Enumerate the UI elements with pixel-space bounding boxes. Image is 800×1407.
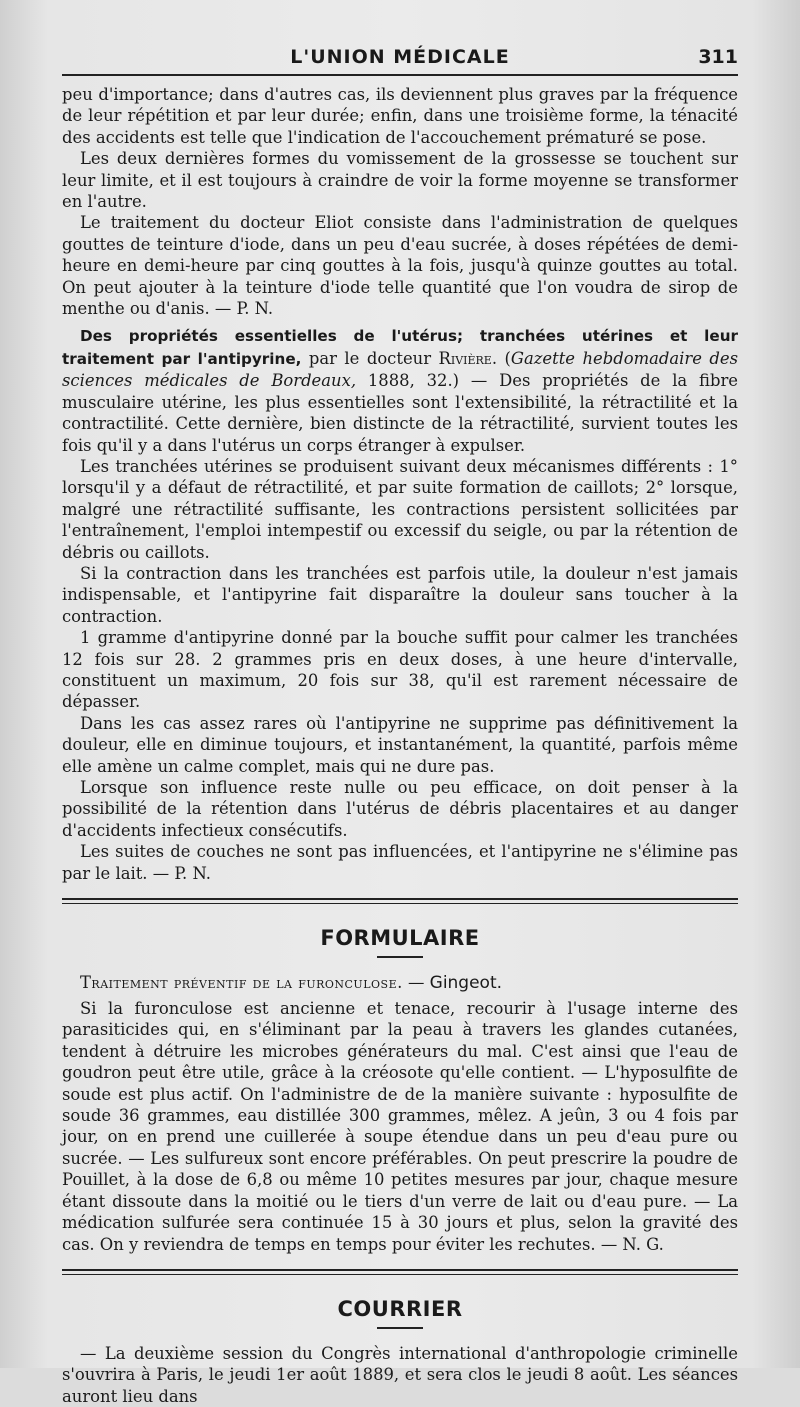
article-paragraph: Si la contraction dans les tranchées est parfois utile, la douleur n'est jamais indispensable, et l'antipyrine fait disparaître la douleur sans toucher à la contraction. — [62, 563, 738, 626]
article-ref-rest: 1888, 32.) — Des propriétés de la fibre musculaire utérine, les plus essentielles sont l'extensibilité, la rétractilité et la contractilité. Cette dernière, bien distincte de la rétractilité, survient toutes les fois qu'il y a dans l'utérus un corps étranger à expulser. — [62, 371, 738, 455]
courrier-heading: COURRIER — [337, 1296, 463, 1321]
article-paragraph: Les tranchées utérines se produisent suivant deux mécanismes différents : 1° lorsqu'il y a défaut de rétractilité, et par suite formation de caillots; 2° lorsque, malgré une rétractilité suffisante, les contractions persistent sollicitées par l'entraînement, l'emploi intempestif ou excessif du seigle, ou par la rétention de débris ou caillots. — [62, 456, 738, 562]
article-lead-paragraph — [62, 325, 738, 455]
recipe-author: Gingeot. — [429, 973, 503, 994]
intro-paragraph: Les deux dernières formes du vomissement de la grossesse se touchent sur leur limite, et il est toujours à craindre de voir la forme moyenne se transformer en l'autre. — [62, 149, 738, 212]
article-journal: Gazette hebdomadaire des sciences médicales de Bordeaux, — [62, 348, 738, 391]
section-divider — [62, 898, 738, 904]
running-head — [62, 40, 738, 76]
intro-paragraph: Le traitement du docteur Eliot consiste dans l'administration de quelques gouttes de teinture d'iode, dans un peu d'eau sucrée, à doses répétées de demi-heure en demi-heure par cinq gouttes à la fois, jusqu'à quinze gouttes au total. On peut ajouter à la teinture d'iode telle quantité que l'on voudra de sirop de menthe ou d'anis. — P. N. — [62, 213, 738, 319]
recipe-title — [62, 972, 738, 994]
intro-paragraph: peu d'importance; dans d'autres cas, ils deviennent plus graves par la fréquence de leur répétition et par leur durée; enfin, dans une troisième forme, la ténacité des accidents est telle que l'indication de l'accouchement prématuré se pose. — [62, 85, 738, 147]
body-text — [62, 84, 738, 1407]
article-paragraph: Lorsque son influence reste nulle ou peu efficace, on doit penser à la possibilité de la rétention dans l'utérus de débris placentaires et au danger d'accidents infectieux consécutifs. — [62, 778, 738, 840]
article-author: Rivière. — [438, 348, 498, 368]
page-number: 311 — [698, 46, 738, 68]
article-paragraph: 1 gramme d'antipyrine donné par la bouche suffit pour calmer les tranchées 12 fois sur 28. 2 grammes pris en deux doses, à une heure d'intervalle, constituent un maximum, 20 fois sur 38, qu'il est rarement nécessaire de dépasser. — [62, 628, 738, 712]
heading-rule — [377, 956, 423, 958]
article-by: par le docteur — [308, 348, 432, 368]
article-title: Des propriétés essentielles de l'utérus; tranchées utérines et leur traitement par l'antipyrine, — [62, 327, 738, 368]
recipe-dash: — — [408, 973, 425, 993]
courrier-paragraph: — La deuxième session du Congrès international d'anthropologie criminelle s'ouvrira à Paris, le jeudi 1er août 1889, et sera clos le jeudi 8 août. Les séances auront lieu dans — [62, 1343, 738, 1406]
formulaire-heading: FORMULAIRE — [320, 926, 480, 951]
formulaire-paragraph: Si la furonculose est ancienne et tenace, recourir à l'usage interne des parasiticides qui, en s'éliminant par la peau à travers les glandes cutanées, tendent à détruire les microbes générateurs du mal. C'est ainsi que l'eau de goudron peut être utile, grâce à la créosote qu'elle contient. — L'hyposulfite de soude est plus actif. On l'administre de de la manière suivante : hyposulfite de soude 36 grammes, eau distillée 300 grammes, mêlez. A jeûn, 3 ou 4 fois par jour, on en prend une cuillerée à soupe étendue dans un peu d'eau pure ou sucrée. — Les sulfureux sont encore préférables. On peut prescrire la poudre de Pouillet, à la dose de 6,8 ou même 10 petites mesures par jour, chaque mesure étant dissoute dans la moitié ou le tiers d'un verre de lait ou d'eau pure. — La médication sulfurée sera continuée 15 à 30 jours et plus, selon la gravité des cas. On y reviendra de temps en temps pour éviter les rechutes. — N. G. — [62, 999, 738, 1254]
article-paragraph: Dans les cas assez rares où l'antipyrine ne supprime pas définitivement la douleur, elle en diminue toujours, et instantanément, la quantité, parfois même elle amène un calme complet, mais qui ne dure pas. — [62, 713, 738, 776]
article-ref-open: ( — [504, 348, 511, 368]
section-divider — [62, 1269, 738, 1275]
recipe-name: Traitement préventif de la furonculose. — [80, 973, 403, 993]
journal-title: L'UNION MÉDICALE — [290, 46, 510, 68]
article-paragraph: Les suites de couches ne sont pas influencées, et l'antipyrine ne s'élimine pas par le lait. — P. N. — [62, 842, 738, 883]
heading-rule — [377, 1327, 423, 1329]
